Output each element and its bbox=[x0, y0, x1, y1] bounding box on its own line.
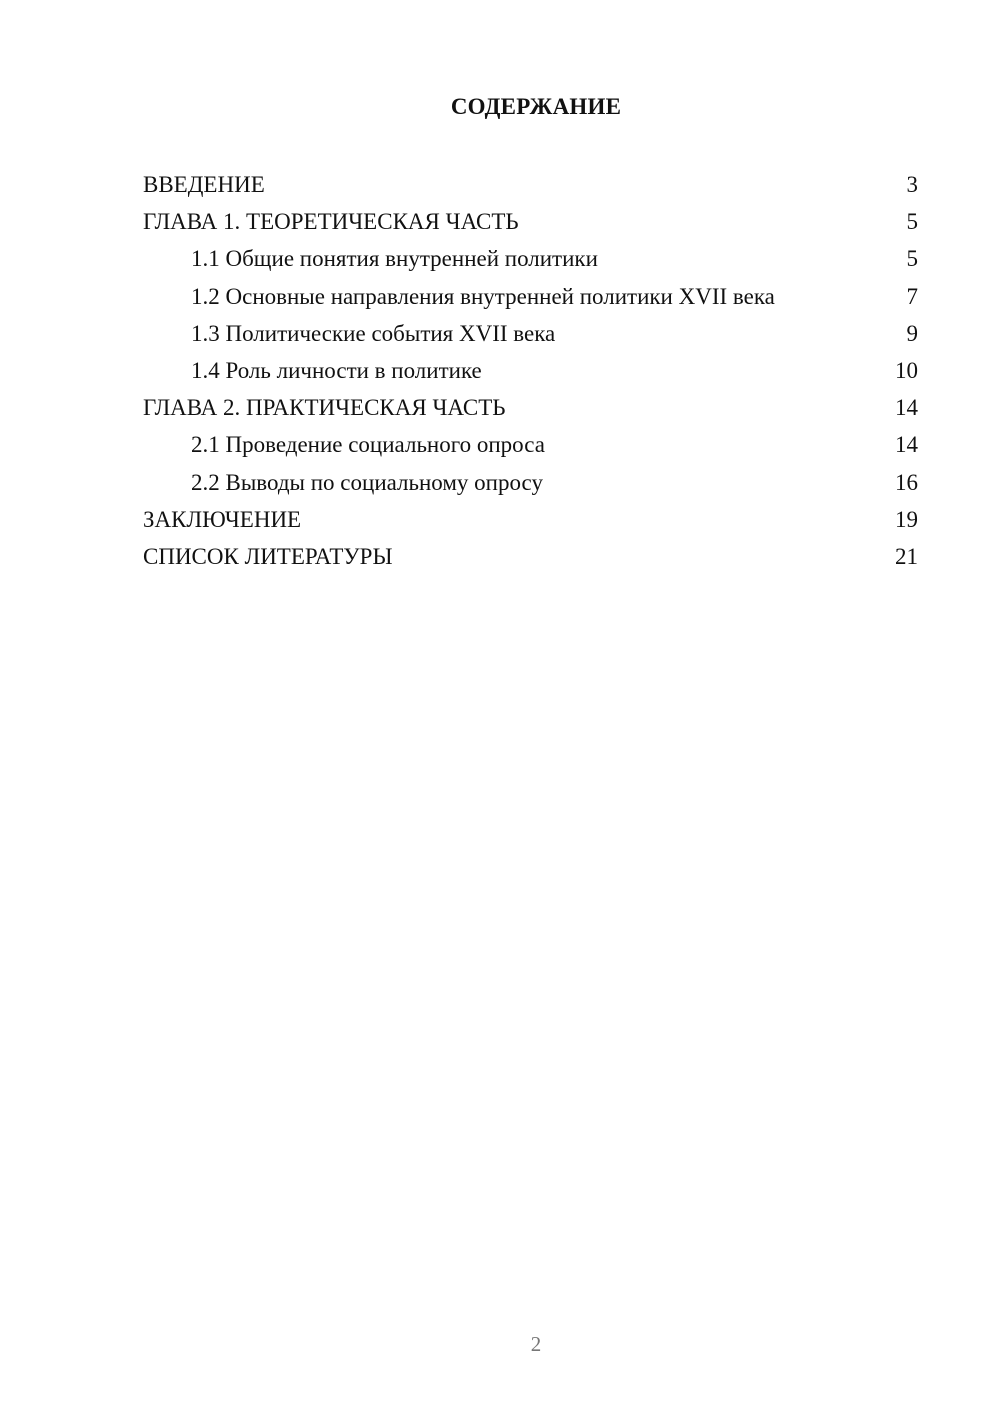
toc-entry-page: 19 bbox=[895, 506, 918, 532]
toc-entry-page: 5 bbox=[906, 209, 918, 235]
toc-entry-page: 3 bbox=[906, 172, 918, 197]
toc-entry[interactable] bbox=[143, 501, 918, 538]
toc-entry-label: 1.4 Роль личности в политике bbox=[191, 357, 482, 383]
toc-entry-page: 5 bbox=[906, 246, 918, 272]
toc-entry-page: 9 bbox=[906, 320, 918, 346]
page-number: 2 bbox=[530, 1332, 542, 1356]
toc-entry[interactable] bbox=[143, 426, 918, 463]
toc-entry[interactable] bbox=[143, 389, 918, 426]
toc-entry-page: 14 bbox=[895, 432, 918, 458]
toc-entry-label: ГЛАВА 2. ПРАКТИЧЕСКАЯ ЧАСТЬ bbox=[143, 395, 506, 421]
toc-title: СОДЕРЖАНИЕ bbox=[450, 94, 622, 119]
toc-entry-label: 1.2 Основные направления внутренней политики XVII века bbox=[191, 283, 775, 309]
toc-entry-label: 1.3 Политические события XVII века bbox=[191, 320, 556, 346]
toc-entry[interactable] bbox=[143, 240, 918, 277]
toc-entry-label: СПИСОК ЛИТЕРАТУРЫ bbox=[143, 543, 393, 569]
toc-entry-page: 21 bbox=[895, 543, 918, 569]
toc-entry-label: ГЛАВА 1. ТЕОРЕТИЧЕСКАЯ ЧАСТЬ bbox=[143, 209, 519, 235]
toc-entry[interactable] bbox=[143, 315, 918, 352]
toc-entry[interactable] bbox=[143, 166, 918, 203]
toc-entry-page: 7 bbox=[906, 283, 918, 309]
toc-entry-label: ВВЕДЕНИЕ bbox=[143, 172, 265, 197]
toc-entry[interactable] bbox=[143, 464, 918, 501]
toc-entry[interactable] bbox=[143, 278, 918, 315]
toc-entry-page: 16 bbox=[895, 469, 918, 495]
toc-entry[interactable] bbox=[143, 203, 918, 240]
toc-entry-label: 2.1 Проведение социального опроса bbox=[191, 432, 545, 458]
table-of-contents bbox=[143, 166, 918, 575]
toc-entry[interactable] bbox=[143, 352, 918, 389]
toc-entry-page: 14 bbox=[895, 395, 918, 421]
toc-entry[interactable] bbox=[143, 538, 918, 575]
toc-entry-label: 1.1 Общие понятия внутренней политики bbox=[191, 246, 598, 272]
toc-entry-label: ЗАКЛЮЧЕНИЕ bbox=[143, 506, 302, 532]
toc-entry-page: 10 bbox=[895, 357, 918, 383]
toc-entry-label: 2.2 Выводы по социальному опросу bbox=[191, 469, 543, 495]
